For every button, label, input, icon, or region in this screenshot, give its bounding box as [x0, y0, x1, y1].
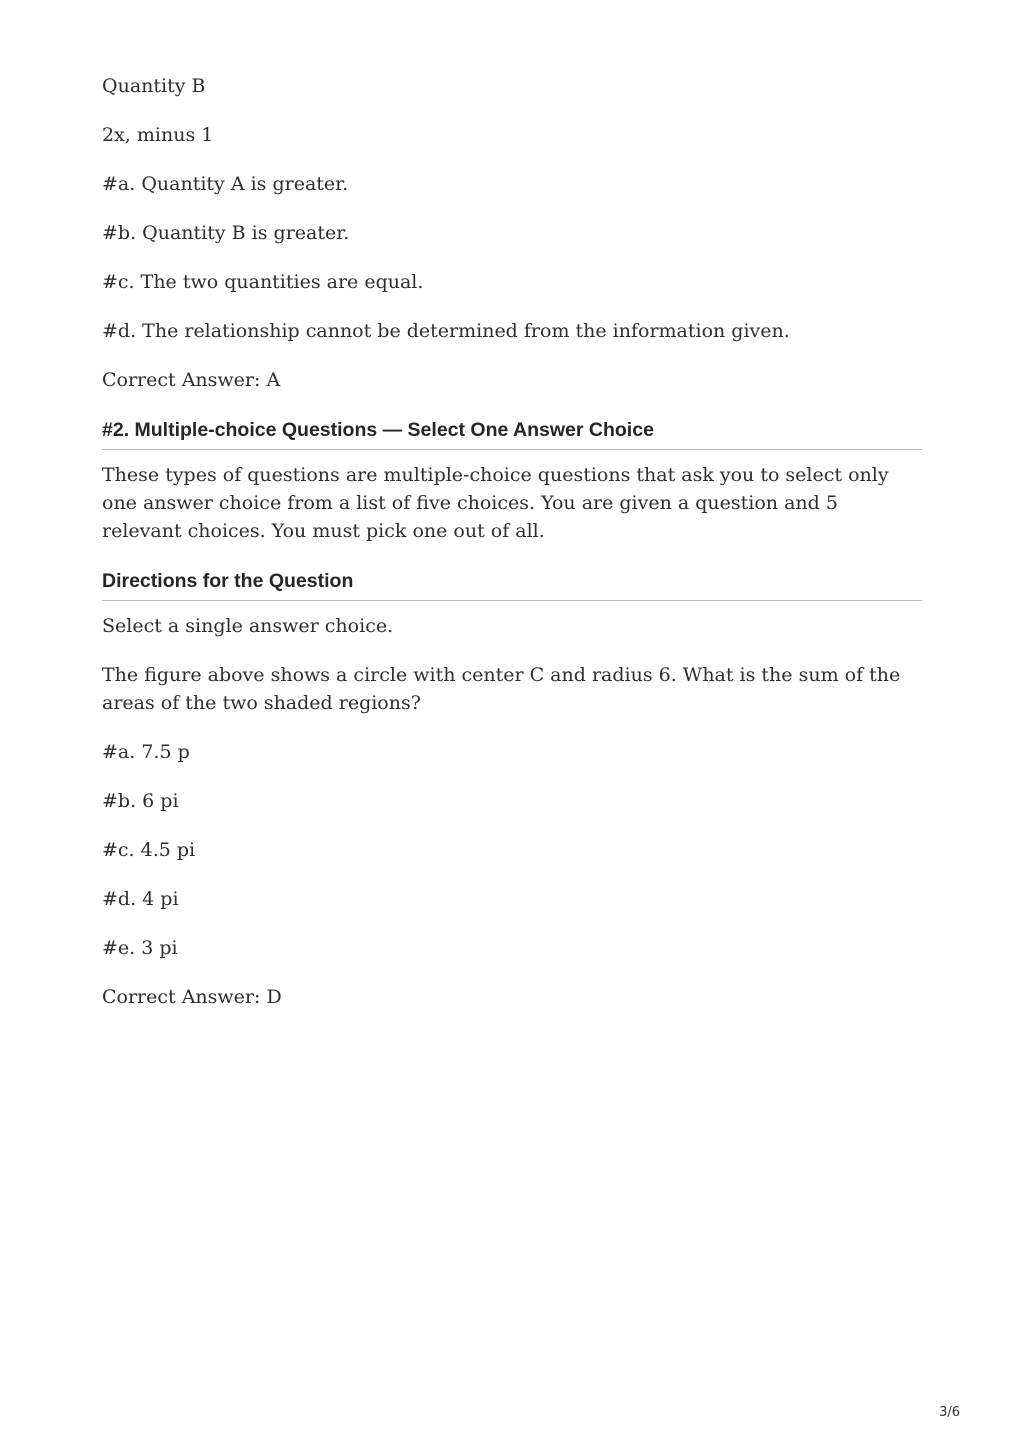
- q1-correct-answer: Correct Answer: A: [102, 369, 281, 391]
- directions-heading: Directions for the Question: [102, 570, 354, 592]
- q1-option-a: #a. Quantity A is greater.: [102, 173, 349, 195]
- option-a: #a. 7.5 p: [102, 741, 190, 763]
- directions-heading-divider: [102, 600, 922, 601]
- q1-option-c: #c. The two quantities are equal.: [102, 271, 424, 293]
- quantity-b-label: Quantity B: [102, 75, 206, 97]
- option-b: #b. 6 pi: [102, 790, 179, 812]
- q1-option-b: #b. Quantity B is greater.: [102, 222, 350, 244]
- question-text: The figure above shows a circle with center C and radius 6. What is the sum of the areas of the two shaded regions?: [102, 664, 901, 714]
- option-d: #d. 4 pi: [102, 888, 179, 910]
- quantity-b-value: 2x, minus 1: [102, 124, 214, 146]
- correct-answer: Correct Answer: D: [102, 986, 282, 1008]
- page-number: 3/6: [939, 1405, 960, 1420]
- q1-option-d: #d. The relationship cannot be determined from the information given.: [102, 320, 790, 342]
- section-description: These types of questions are multiple-choice questions that ask you to select only one answer choice from a list of five choices. You are given a question and 5 relevant choices. You must pick one out of all.: [102, 464, 889, 542]
- section-heading-divider: [102, 449, 922, 450]
- option-e: #e. 3 pi: [102, 937, 178, 959]
- directions-text: Select a single answer choice.: [102, 615, 394, 637]
- option-c: #c. 4.5 pi: [102, 839, 196, 861]
- section-heading: #2. Multiple-choice Questions — Select One Answer Choice: [102, 419, 654, 441]
